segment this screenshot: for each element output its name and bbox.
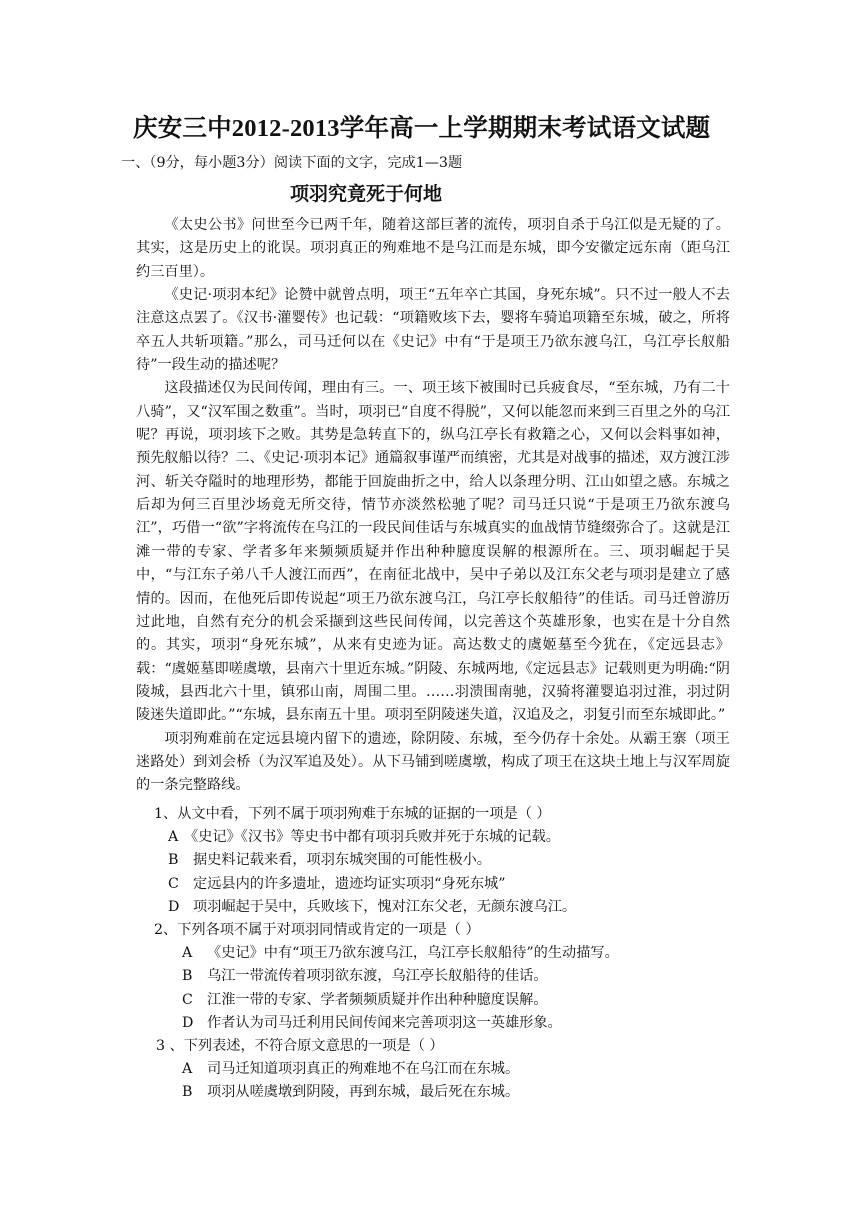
option-a [136, 942, 730, 965]
option-label: C [182, 991, 193, 1008]
question-stem: 2、下列各项不属于对项羽同情或肯定的一项是（ ） [154, 922, 480, 939]
section-heading: 一、（9分，每小题3分）阅读下面的文字，完成1—3题 [121, 155, 463, 171]
question-3 [136, 1035, 730, 1105]
option-d [136, 896, 730, 919]
question-1 [136, 803, 730, 919]
option-b [136, 965, 730, 988]
option-label: D [182, 1014, 194, 1031]
option-c [136, 989, 730, 1012]
option-a [136, 1058, 730, 1081]
option-text: 据史料记载来看，项羽东城突围的可能性极小。 [193, 852, 491, 869]
option-text: 《史记》中有“项王乃欲东渡乌江，乌江亭长舣船待”的生动描写。 [207, 945, 619, 962]
article-body [136, 214, 730, 798]
option-label: A [182, 945, 193, 962]
option-label: B [182, 968, 193, 985]
option-label: C [168, 875, 179, 892]
option-text: 乌江一带流传着项羽欲东渡，乌江亭长舣船待的佳话。 [207, 968, 548, 985]
option-b [136, 1081, 730, 1104]
question-stem: 3 、下列表述，不符合原文意思的一项是（ ） [156, 1038, 444, 1055]
paragraph: 这段描述仅为民间传闻，理由有三。一、项王垓下被围时已兵疲食尽，“至东城，乃有二十八骑”，又“汉军围之数重”。当时，项羽已“自度不得脱”，又何以能忽而来到三百里之外的乌江呢？再说，项羽垓下之败。其势是急转直下的，纵乌江亭长有救籍之心，又何以会料事如神，预先舣船以待？二、《史记·项羽本记》通篇叙事谨严而缜密，尤其是对战事的描述，双方渡江涉河、斩关夺隘时的地理形势，都能于回旋曲折之中，给人以条理分明、江山如望之感。东城之后却为何三百里沙场竟无所交待，情节亦淡然松驰了呢？司马迁只说“于是项王乃欲东渡乌江”，巧借一“欲”字将流传在乌江的一段民间佳话与东城真实的血战情节缝缀弥合了。这就是江滩一带的专家、学者多年来频频质疑并作出种种臆度误解的根源所在。三、项羽崛起于吴中，“与江东子弟八千人渡江而西”，在南征北战中，吴中子弟以及江东父老与项羽是建立了感情的。因而，在他死后即传说起“项王乃欲东渡乌江，乌江亭长舣船待”的佳话。司马迁曾游历过此地，自然有充分的机会采撷到这些民间传闻，以完善这个英雄形象，也实在是十分自然的。其实，项羽“身死东城”，从来有史迹为证。高达数丈的虞姬墓至今犹在，《定远县志》载：“虞姬墓即嗟虞墩，县南六十里近东城。”阴陵、东城两地,《定远县志》记载则更为明确:“阴陵城，县西北六十里，镇邪山南，周围二里。……羽溃围南驰，汉骑将灌婴追羽过淮，羽过阴陵迷失道即此。”“东城，县东南五十里。项羽至阴陵迷失道，汉追及之，羽复引而至东城即此。” [136, 380, 730, 724]
option-label: B [182, 1084, 193, 1101]
article-title: 项羽究竟死于何地 [290, 183, 443, 205]
option-text: 司马迁知道项羽真正的殉难地不在乌江而在东城。 [207, 1061, 520, 1078]
option-a [136, 826, 730, 849]
question-list [136, 803, 730, 1105]
option-b [136, 849, 730, 872]
option-text: 定远县内的许多遗址，遗迹均证实项羽“身死东城” [193, 875, 506, 892]
option-text: 项羽崛起于吴中，兵败垓下，愧对江东父老，无颜东渡乌江。 [193, 898, 577, 915]
option-label: A [182, 1061, 193, 1078]
option-d [136, 1012, 730, 1035]
option-label: A [168, 829, 179, 846]
exam-title: 庆安三中2012-2013学年高一上学期期末考试语文试题 [133, 115, 711, 142]
question-2 [136, 919, 730, 1035]
option-label: B [168, 852, 179, 869]
option-c [136, 873, 730, 896]
option-text: 项羽从嗟虞墩到阴陵，再到东城，最后死在东城。 [207, 1084, 520, 1101]
paragraph: 《太史公书》问世至今已两千年，随着这部巨著的流传，项羽自杀于乌江似是无疑的了。其实，这是历史上的讹误。项羽真正的殉难地不是乌江而是东城，即今安徽定远东南（距乌江约三百里）。 [136, 217, 730, 280]
option-text: 《史记》《汉书》等史书中都有项羽兵败并死于东城的记载。 [184, 829, 560, 846]
option-text: 作者认为司马迁利用民间传闻来完善项羽这一英雄形象。 [207, 1014, 562, 1031]
option-label: D [168, 898, 180, 915]
paragraph: 《史记·项羽本纪》论赞中就曾点明，项王“五年卒亡其国，身死东城”。只不过一般人不去注意这点罢了。《汉书·灌婴传》也记载：“项籍败垓下去，婴将车骑追项籍至东城，破之，所将卒五人共斩项籍。”那么，司马迁何以在《史记》中有“于是项王乃欲东渡乌江，乌江亭长舣船待”一段生动的描述呢？ [136, 287, 730, 374]
option-text: 江淮一带的专家、学者频频质疑并作出种种臆度误解。 [207, 991, 548, 1008]
question-stem: 1、从文中看，下列不属于项羽殉难于东城的证据的一项是（ ） [154, 806, 551, 822]
paragraph: 项羽殉难前在定远县境内留下的遗迹，除阴陵、东城，至今仍存十余处。从霸王寨（项王迷路处）到刘会桥（为汉军追及处）。从下马铺到嗟虞墩，构成了项王在这块土地上与汉军周旋的一条完整路线。 [136, 730, 730, 794]
